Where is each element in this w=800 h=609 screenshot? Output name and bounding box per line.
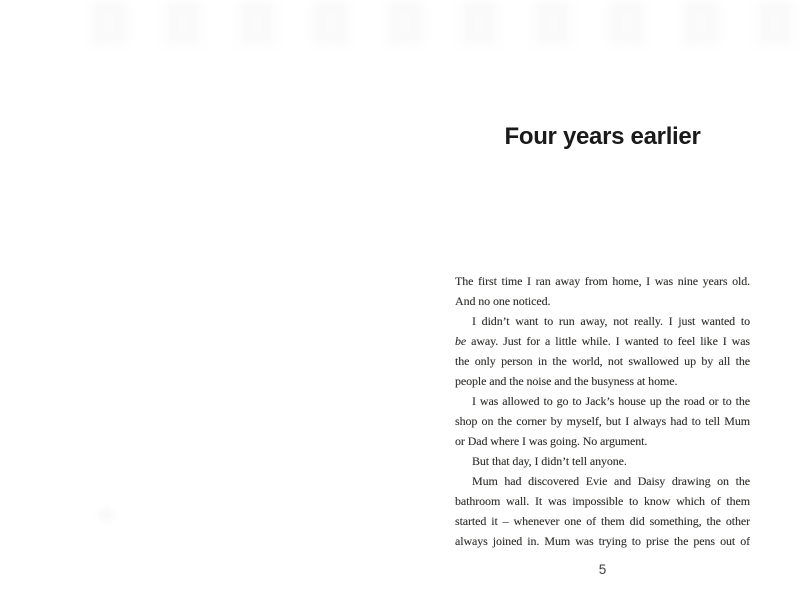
body-text-segment: Mum had discovered Evie and Daisy drawing on the — [472, 474, 750, 488]
body-text-segment: But that day, I didn’t tell anyone. — [472, 454, 627, 468]
body-text-segment: shop on the corner by myself, but I always had to tell Mum — [455, 414, 750, 428]
body-text-line — [455, 431, 750, 451]
body-text-segment: I was allowed to go to Jack’s house up the road or to the — [472, 394, 750, 408]
body-text — [455, 271, 750, 551]
body-text-segment: bathroom wall. It was impossible to know which of them — [455, 494, 750, 508]
right-page — [400, 0, 800, 609]
body-text-segment: away. Just for a little while. I wanted to feel like I was — [466, 334, 750, 348]
body-text-line — [455, 531, 750, 551]
body-text-line — [455, 471, 750, 491]
body-text-line — [455, 491, 750, 511]
body-text-segment: always joined in. Mum was trying to prise the pens out of — [455, 534, 750, 548]
body-text-segment: started it – whenever one of them did something, the other — [455, 514, 750, 528]
chapter-title: Four years earlier — [504, 123, 701, 150]
body-text-segment: people and the noise and the busyness at home. — [455, 374, 678, 388]
body-text-line — [455, 391, 750, 411]
body-text-segment: the only person in the world, not swallowed up by all the — [455, 354, 750, 368]
body-text-segment: The first time I ran away from home, I was nine years old. — [455, 274, 750, 288]
body-text-line — [455, 271, 750, 291]
body-text-line — [455, 411, 750, 431]
body-text-segment: And no one noticed. — [455, 294, 551, 308]
body-text-line — [455, 311, 750, 331]
body-text-line — [455, 291, 750, 311]
body-text-line — [455, 331, 750, 351]
body-text-segment: I didn’t want to run away, not really. I just wanted to — [472, 314, 750, 328]
body-text-segment-italic: be — [455, 334, 467, 348]
body-text-line — [455, 351, 750, 371]
body-text-line — [455, 511, 750, 531]
body-text-line — [455, 371, 750, 391]
body-text-line — [455, 451, 750, 471]
page-number: 5 — [598, 562, 607, 577]
body-text-segment: or Dad where I was going. No argument. — [455, 434, 648, 448]
